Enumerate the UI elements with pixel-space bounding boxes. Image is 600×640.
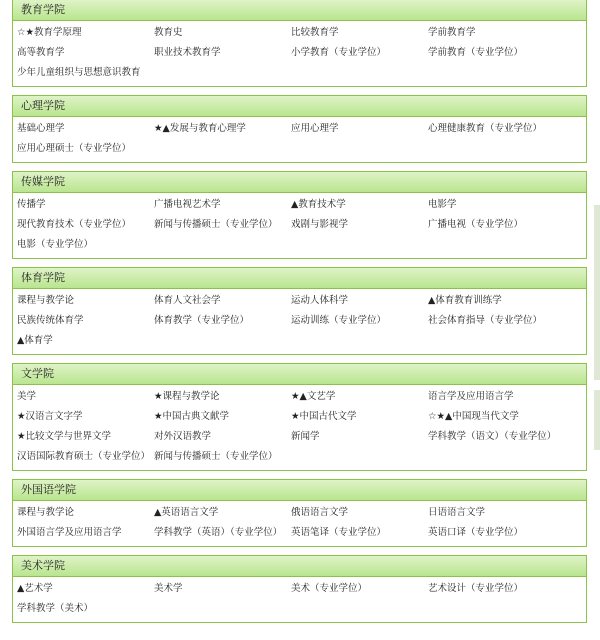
major-item: ☆★▲中国现当代文学 <box>428 411 519 422</box>
major-grid <box>13 385 586 470</box>
major-item: 现代教育技术（专业学位） <box>17 219 132 230</box>
major-item: ★比较文学与世界文学 <box>17 431 112 442</box>
major-item: ★▲文艺学 <box>291 391 336 402</box>
major-item: 少年儿童组织与思想意识教育 <box>17 67 141 78</box>
right-edge-bar <box>594 390 600 450</box>
major-item: ▲教育技术学 <box>291 199 346 210</box>
major-item: 体育人文社会学 <box>154 295 221 306</box>
major-grid <box>13 117 586 162</box>
major-item: 俄语语言文学 <box>291 507 349 518</box>
major-item: 小学教育（专业学位） <box>291 47 387 58</box>
major-item: 汉语国际教育硕士（专业学位） <box>17 451 151 462</box>
major-item: 戏剧与影视学 <box>291 219 349 230</box>
college-section <box>12 171 587 259</box>
college-title: 教育学院 <box>13 0 586 21</box>
major-item: ★汉语言文字学 <box>17 411 83 422</box>
major-item: 运动训练（专业学位） <box>291 315 387 326</box>
major-grid <box>13 289 586 354</box>
college-section <box>12 479 587 547</box>
major-item: 学科教学（英语）（专业学位） <box>154 527 283 538</box>
major-item: ▲英语语言文学 <box>154 507 219 518</box>
major-item: 课程与教学论 <box>17 295 75 306</box>
major-item: 电影学 <box>428 199 457 210</box>
major-item: 新闻与传播硕士（专业学位） <box>154 219 278 230</box>
major-item: 教育史 <box>154 27 183 38</box>
major-grid <box>13 193 586 258</box>
major-item: 英语笔译（专业学位） <box>291 527 387 538</box>
major-item: 基础心理学 <box>17 123 65 134</box>
college-majors-list <box>12 0 587 631</box>
major-item: ★中国古典文献学 <box>154 411 230 422</box>
college-section <box>12 95 587 163</box>
major-item: 外国语言学及应用语言学 <box>17 527 122 538</box>
major-item: 美学 <box>17 391 37 402</box>
major-item: 学前教育（专业学位） <box>428 47 524 58</box>
major-item: 日语语言文学 <box>428 507 486 518</box>
major-item: 职业技术教育学 <box>154 47 221 58</box>
major-item: 学前教育学 <box>428 27 476 38</box>
major-item: 运动人体科学 <box>291 295 349 306</box>
major-item: 心理健康教育（专业学位） <box>428 123 543 134</box>
major-item: 广播电视艺术学 <box>154 199 221 210</box>
major-item: ▲艺术学 <box>17 583 53 594</box>
major-grid <box>13 577 586 622</box>
major-item: 社会体育指导（专业学位） <box>428 315 543 326</box>
major-item: 电影（专业学位） <box>17 239 94 250</box>
college-title: 文学院 <box>13 363 586 385</box>
major-item: 美术（专业学位） <box>291 583 368 594</box>
major-item: 学科教学（语文）（专业学位） <box>428 431 557 442</box>
college-section <box>12 267 587 355</box>
college-title: 外国语学院 <box>13 479 586 501</box>
major-item: 学科教学（美术） <box>17 603 94 614</box>
major-item: 英语口译（专业学位） <box>428 527 524 538</box>
college-section <box>12 0 587 87</box>
major-item: ★课程与教学论 <box>154 391 220 402</box>
major-item: 新闻与传播硕士（专业学位） <box>154 451 278 462</box>
major-item: 应用心理学 <box>291 123 339 134</box>
major-item: 体育教学（专业学位） <box>154 315 250 326</box>
major-grid <box>13 501 586 546</box>
college-title: 心理学院 <box>13 95 586 117</box>
right-edge-bar <box>594 205 600 380</box>
college-title: 传媒学院 <box>13 171 586 193</box>
major-item: 语言学及应用语言学 <box>428 391 514 402</box>
major-item: 传播学 <box>17 199 46 210</box>
major-item: 高等教育学 <box>17 47 65 58</box>
major-item: 民族传统体育学 <box>17 315 84 326</box>
college-section <box>12 363 587 471</box>
major-item: ▲体育教育训练学 <box>428 295 502 306</box>
college-title: 美术学院 <box>13 555 586 577</box>
major-item: 艺术设计（专业学位） <box>428 583 524 594</box>
major-item: 美术学 <box>154 583 183 594</box>
major-grid <box>13 21 586 86</box>
major-item: ▲体育学 <box>17 335 53 346</box>
major-item: ☆★教育学原理 <box>17 27 82 38</box>
major-item: 广播电视（专业学位） <box>428 219 524 230</box>
major-item: ★▲发展与教育心理学 <box>154 123 246 134</box>
major-item: 比较教育学 <box>291 27 339 38</box>
major-item: 课程与教学论 <box>17 507 75 518</box>
major-item: 对外汉语教学 <box>154 431 212 442</box>
college-section <box>12 555 587 623</box>
major-item: 应用心理硕士（专业学位） <box>17 143 132 154</box>
major-item: 新闻学 <box>291 431 320 442</box>
college-title: 体育学院 <box>13 267 586 289</box>
major-item: ★中国古代文学 <box>291 411 357 422</box>
